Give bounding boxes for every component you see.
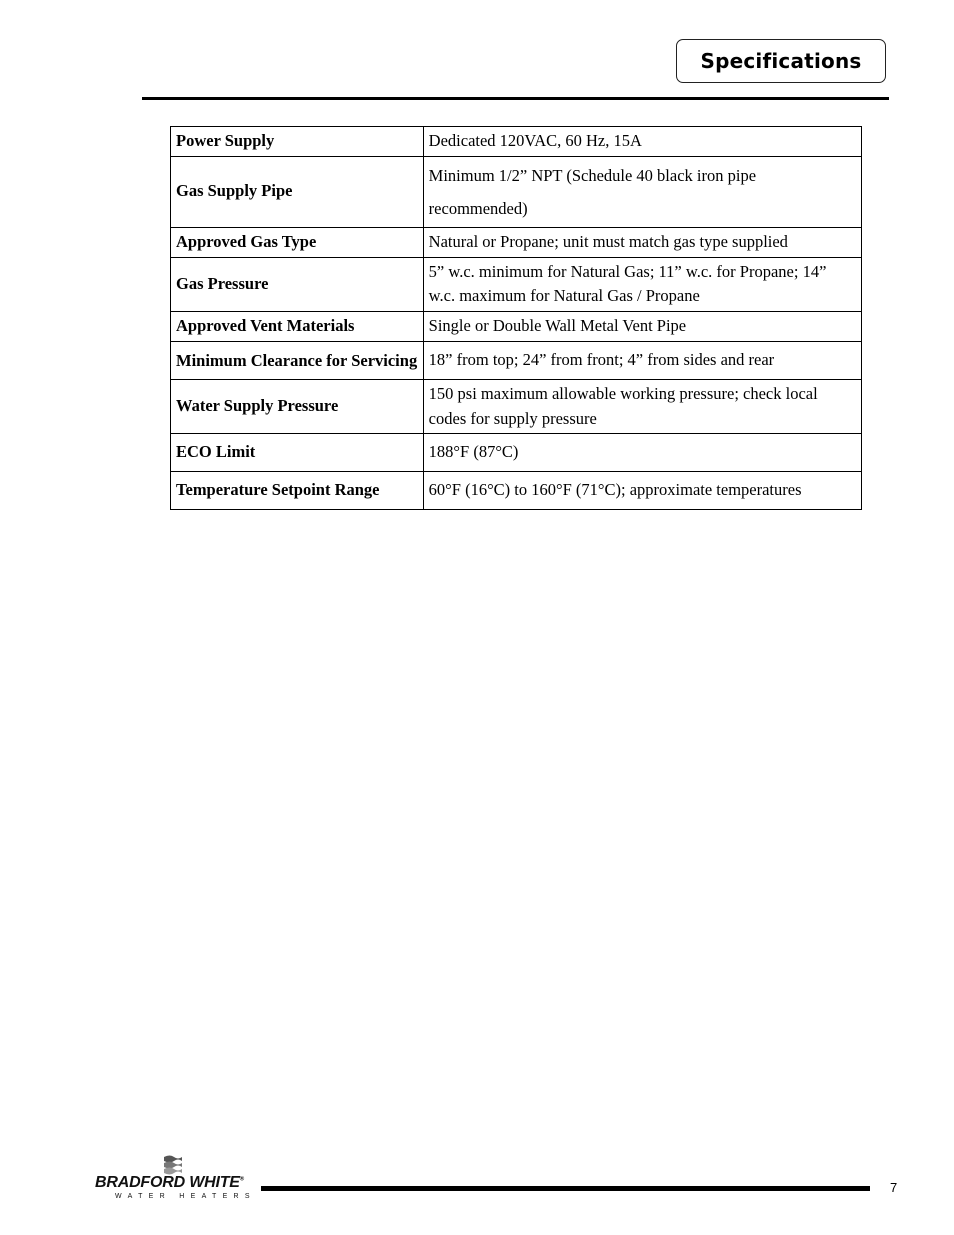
spec-value: 18” from top; 24” from front; 4” from sides and rear <box>423 341 861 379</box>
table-row <box>171 434 862 472</box>
footer-rule <box>261 1186 870 1191</box>
specifications-table <box>170 126 862 510</box>
section-title: Specifications <box>700 49 862 73</box>
table-row <box>171 227 862 257</box>
spec-label: Approved Vent Materials <box>171 312 424 342</box>
page-number: 7 <box>890 1180 898 1195</box>
table-row <box>171 156 862 227</box>
table-row <box>171 341 862 379</box>
table-row <box>171 472 862 510</box>
spec-label: Approved Gas Type <box>171 227 424 257</box>
spec-value: 150 psi maximum allowable working pressure; check local codes for supply pressure <box>423 379 861 434</box>
registered-mark: ® <box>239 1176 244 1183</box>
spec-value: 60°F (16°C) to 160°F (71°C); approximate temperatures <box>423 472 861 510</box>
spec-value: 5” w.c. minimum for Natural Gas; 11” w.c. for Propane; 14” w.c. maximum for Natural Gas / Propane <box>423 257 861 312</box>
brand-name: BRADFORD WHITE <box>95 1174 240 1191</box>
spec-label: ECO Limit <box>171 434 424 472</box>
spec-value: Dedicated 120VAC, 60 Hz, 15A <box>423 127 861 157</box>
table-row <box>171 127 862 157</box>
spec-label: Water Supply Pressure <box>171 379 424 434</box>
spec-label: Temperature Setpoint Range <box>171 472 424 510</box>
section-title-tab <box>676 39 886 83</box>
header-rule <box>142 97 889 100</box>
table-row <box>171 379 862 434</box>
bradford-white-logo <box>95 1155 255 1205</box>
spec-value: Natural or Propane; unit must match gas type supplied <box>423 227 861 257</box>
brand-tagline: WATER HEATERS <box>115 1193 256 1200</box>
table-row <box>171 312 862 342</box>
spec-label: Minimum Clearance for Servicing <box>171 341 424 379</box>
spec-value: Single or Double Wall Metal Vent Pipe <box>423 312 861 342</box>
table-row <box>171 257 862 312</box>
spec-label: Gas Pressure <box>171 257 424 312</box>
spec-value: 188°F (87°C) <box>423 434 861 472</box>
spec-label: Gas Supply Pipe <box>171 156 424 227</box>
spec-value: Minimum 1/2” NPT (Schedule 40 black iron pipe recommended) <box>423 156 861 227</box>
spec-label: Power Supply <box>171 127 424 157</box>
